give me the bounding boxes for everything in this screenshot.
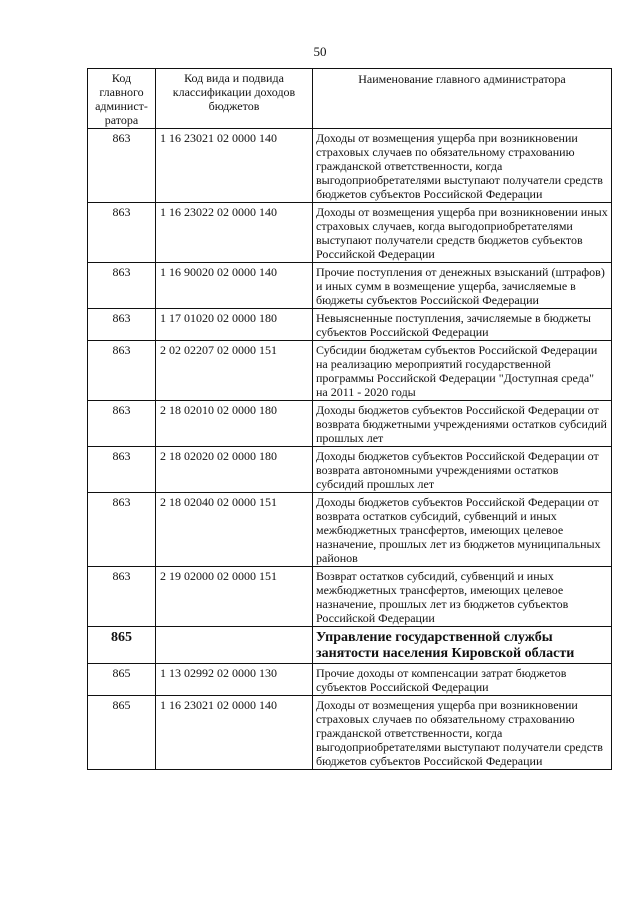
admin-code-cell: 863	[88, 203, 156, 263]
table-header-row	[88, 69, 612, 129]
admin-name-cell: Доходы бюджетов субъектов Российской Федерации от возврата остатков субсидий, субвенций и иных межбюджетных трансфертов, имеющих целевое назначение, прошлых лет из бюджетов муниципальных районов	[313, 493, 612, 567]
admin-name-cell: Доходы от возмещения ущерба при возникновении страховых случаев по обязательному страхованию гражданской ответственности, когда выгодоприобретателями выступают получатели средств бюджетов субъектов Российской Федерации	[313, 696, 612, 770]
header-admin-code: Код главного админист-ратора	[88, 69, 156, 129]
admin-code-cell: 865	[88, 696, 156, 770]
admin-code-cell: 863	[88, 263, 156, 309]
classification-code-cell: 2 19 02000 02 0000 151	[156, 567, 313, 627]
page-number: 50	[313, 44, 327, 59]
classification-code-cell: 1 16 23022 02 0000 140	[156, 203, 313, 263]
admin-name-cell: Управление государственной службы занятости населения Кировской области	[313, 627, 612, 664]
admin-name-cell: Возврат остатков субсидий, субвенций и иных межбюджетных трансфертов, имеющих целевое назначение, прошлых лет из бюджетов субъектов Российской Федерации	[313, 567, 612, 627]
table-row	[88, 263, 612, 309]
admin-name-cell: Невыясненные поступления, зачисляемые в бюджеты субъектов Российской Федерации	[313, 309, 612, 341]
classification-code-cell: 1 16 23021 02 0000 140	[156, 129, 313, 203]
admin-name-cell: Прочие поступления от денежных взысканий (штрафов) и иных сумм в возмещение ущерба, зачисляемые в бюджеты субъектов Российской Федерации	[313, 263, 612, 309]
admin-code-cell: 863	[88, 401, 156, 447]
admin-code-cell: 863	[88, 567, 156, 627]
table-row	[88, 203, 612, 263]
table-row	[88, 129, 612, 203]
admin-name-cell: Прочие доходы от компенсации затрат бюджетов субъектов Российской Федерации	[313, 664, 612, 696]
table-row	[88, 493, 612, 567]
table-row	[88, 447, 612, 493]
table-row	[88, 567, 612, 627]
classification-code-cell: 2 02 02207 02 0000 151	[156, 341, 313, 401]
classification-code-cell: 2 18 02020 02 0000 180	[156, 447, 313, 493]
admin-name-cell: Доходы от возмещения ущерба при возникновении иных страховых случаев, когда выгодоприобретателями выступают получатели средств бюджетов субъектов Российской Федерации	[313, 203, 612, 263]
classification-code-cell: 1 16 23021 02 0000 140	[156, 696, 313, 770]
admin-code-cell: 863	[88, 309, 156, 341]
revenue-administrators-table	[87, 68, 612, 770]
table-row	[88, 309, 612, 341]
header-classification-code: Код вида и подвида классификации доходов бюджетов	[156, 69, 313, 129]
admin-code-cell: 865	[88, 664, 156, 696]
admin-name-cell: Доходы от возмещения ущерба при возникновении страховых случаев по обязательному страхованию гражданской ответственности, когда выгодоприобретателями выступают получатели средств бюджетов субъектов Российской Федерации	[313, 129, 612, 203]
classification-code-cell: 1 16 90020 02 0000 140	[156, 263, 313, 309]
table-section-row	[88, 627, 612, 664]
admin-name-cell: Доходы бюджетов субъектов Российской Федерации от возврата автономными учреждениями остатков субсидий прошлых лет	[313, 447, 612, 493]
table-row	[88, 696, 612, 770]
classification-code-cell	[156, 627, 313, 664]
admin-code-cell: 865	[88, 627, 156, 664]
table-row	[88, 664, 612, 696]
classification-code-cell: 2 18 02040 02 0000 151	[156, 493, 313, 567]
classification-code-cell: 2 18 02010 02 0000 180	[156, 401, 313, 447]
admin-code-cell: 863	[88, 129, 156, 203]
classification-code-cell: 1 13 02992 02 0000 130	[156, 664, 313, 696]
table-body	[88, 129, 612, 770]
table-row	[88, 401, 612, 447]
header-admin-name: Наименование главного администратора	[313, 69, 612, 129]
admin-code-cell: 863	[88, 493, 156, 567]
classification-code-cell: 1 17 01020 02 0000 180	[156, 309, 313, 341]
table-row	[88, 341, 612, 401]
admin-name-cell: Доходы бюджетов субъектов Российской Федерации от возврата бюджетными учреждениями остатков субсидий прошлых лет	[313, 401, 612, 447]
admin-name-cell: Субсидии бюджетам субъектов Российской Федерации на реализацию мероприятий государственной программы Российской Федерации "Доступная среда" на 2011 - 2020 годы	[313, 341, 612, 401]
admin-code-cell: 863	[88, 341, 156, 401]
admin-code-cell: 863	[88, 447, 156, 493]
